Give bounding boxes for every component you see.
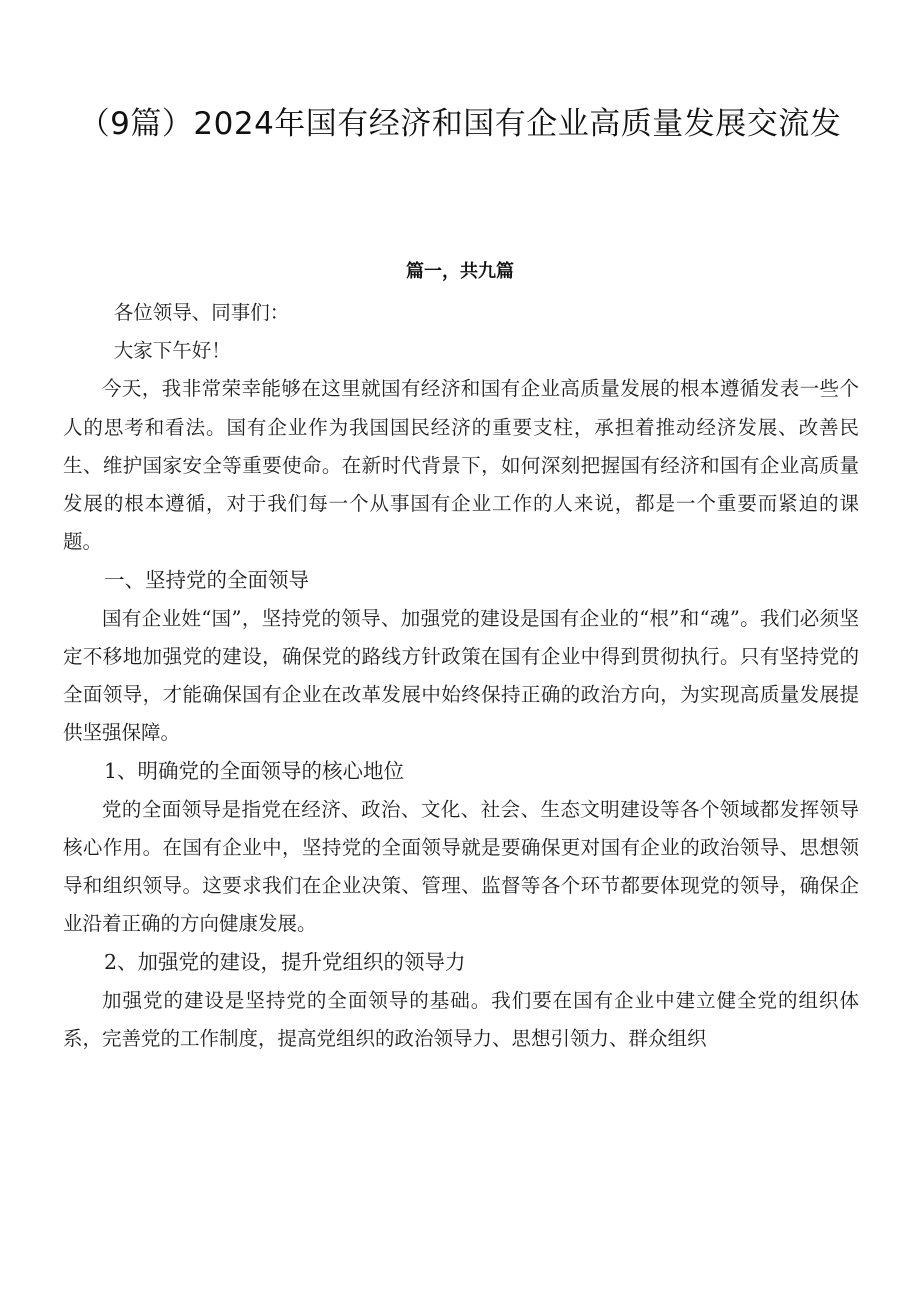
body-paragraph: 国有企业姓“国”，坚持党的领导、加强党的建设是国有企业的“根”和“魂”。我们必须坚定不移地加强党的建设，确保党的路线方针政策在国有企业中得到贯彻执行。只有坚持党的全面领导，才能确保国有企业在改革发展中始终保持正确的政治方向，为实现高质量发展提供坚强保障。 xyxy=(63,606,859,745)
greeting: 大家下午好！ xyxy=(113,339,231,363)
section-title: 篇一，共九篇 xyxy=(406,261,514,282)
section-heading: 一、坚持党的全面领导 xyxy=(104,568,309,593)
body-paragraph: 加强党的建设是坚持党的全面领导的基础。我们要在国有企业中建立健全党的组织体系，完善党的工作制度，提高党组织的政治领导力、思想引领力、群众组织 xyxy=(63,988,859,1050)
subsection-heading: 2、加强党的建设，提升党组织的领导力 xyxy=(104,950,466,975)
body-paragraph: 党的全面领导是指党在经济、政治、文化、社会、生态文明建设等各个领域都发挥领导核心作用。在国有企业中，坚持党的全面领导就是要确保更对国有企业的政治领导、思想领导和组织领导。这要求我们在企业决策、管理、监督等各个环节都要体现党的领导，确保企业沿着正确的方向健康发展。 xyxy=(63,797,859,936)
salutation: 各位领导、同事们： xyxy=(113,301,290,324)
subsection-heading: 1、明确党的全面领导的核心地位 xyxy=(104,759,405,784)
body-paragraph: 今天，我非常荣幸能够在这里就国有经济和国有企业高质量发展的根本遵循发表一些个人的思考和看法。国有企业作为我国国民经济的重要支柱，承担着推动经济发展、改善民生、维护国家安全等重要使命。在新时代背景下，如何深刻把握国有经济和国有企业高质量发展的根本遵循，对于我们每一个从事国有企业工作的人来说，都是一个重要而紧迫的课题。 xyxy=(63,377,859,554)
document-title: （9篇）2024年国有经济和国有企业高质量发展交流发 xyxy=(78,106,842,142)
document-body xyxy=(63,294,859,1058)
